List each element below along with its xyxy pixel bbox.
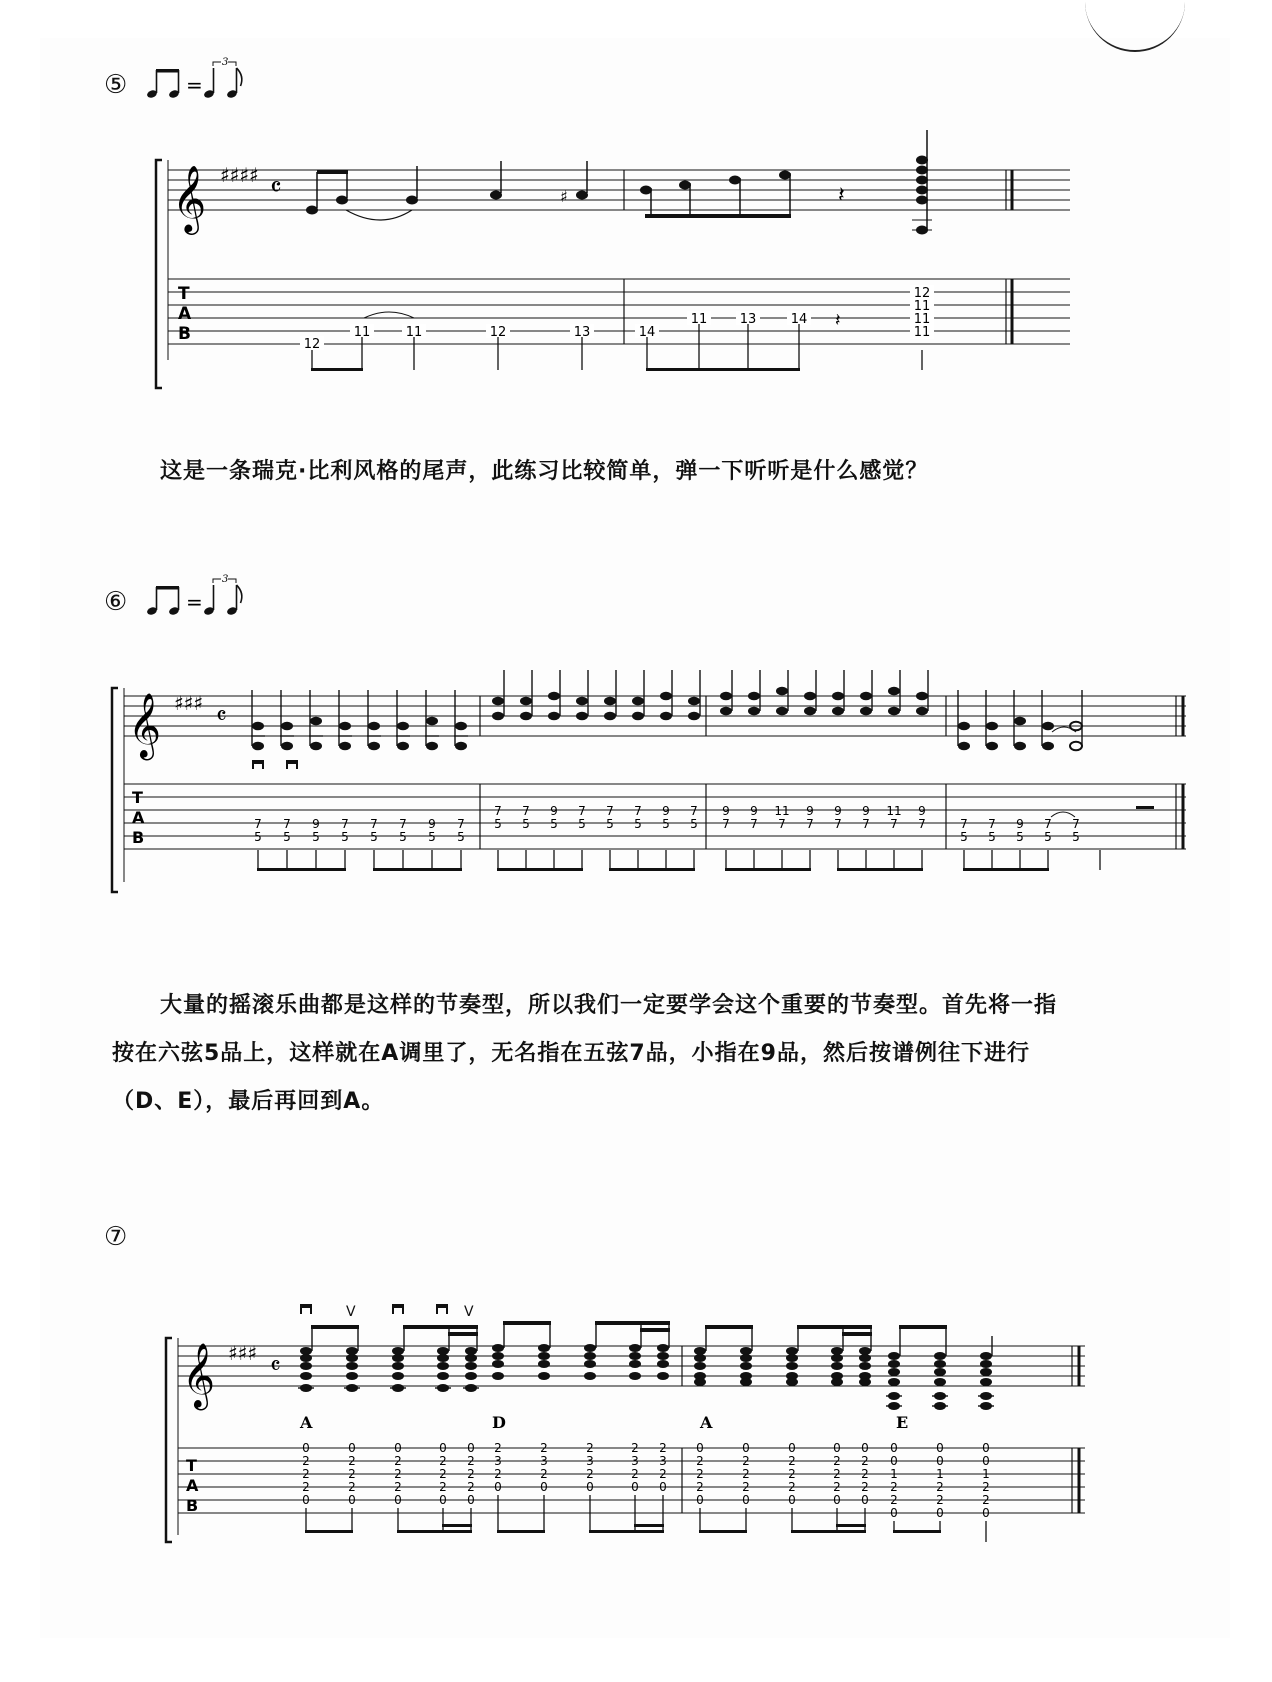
- svg-text:5: 5: [634, 817, 642, 831]
- exercise-6-score: [106, 670, 1196, 930]
- svg-text:11: 11: [913, 312, 931, 327]
- svg-text:7: 7: [778, 817, 786, 831]
- svg-text:7: 7: [806, 817, 814, 831]
- page-number-blur: [620, 1610, 700, 1630]
- svg-text:0: 0: [302, 1493, 310, 1507]
- svg-text:0: 0: [833, 1441, 841, 1455]
- svg-text:11: 11: [353, 325, 371, 340]
- svg-text:♯♯♯: ♯♯♯: [228, 1341, 258, 1365]
- svg-text:2: 2: [467, 1454, 475, 1468]
- svg-text:3: 3: [659, 1454, 667, 1468]
- svg-text:2: 2: [439, 1454, 447, 1468]
- svg-text:5: 5: [960, 830, 968, 844]
- svg-text:2: 2: [861, 1467, 869, 1481]
- svg-text:V: V: [346, 1304, 356, 1320]
- svg-text:7: 7: [750, 817, 758, 831]
- svg-text:2: 2: [833, 1467, 841, 1481]
- svg-text:2: 2: [302, 1454, 310, 1468]
- svg-text:3: 3: [540, 1454, 548, 1468]
- svg-text:0: 0: [348, 1493, 356, 1507]
- svg-text:2: 2: [394, 1454, 402, 1468]
- svg-text:0: 0: [302, 1441, 310, 1455]
- svg-text:2: 2: [861, 1454, 869, 1468]
- svg-text:11: 11: [774, 804, 790, 818]
- swing-rhythm-icon: [146, 573, 266, 623]
- svg-text:5: 5: [522, 817, 530, 831]
- svg-text:2: 2: [394, 1480, 402, 1494]
- svg-text:𝄽: 𝄽: [838, 183, 845, 208]
- svg-text:𝄞: 𝄞: [172, 164, 207, 232]
- svg-text:2: 2: [394, 1467, 402, 1481]
- svg-text:0: 0: [982, 1441, 990, 1455]
- svg-text:T: T: [178, 284, 190, 304]
- svg-text:13: 13: [573, 325, 591, 340]
- svg-text:0: 0: [788, 1493, 796, 1507]
- svg-text:2: 2: [861, 1480, 869, 1494]
- svg-text:0: 0: [439, 1493, 447, 1507]
- svg-text:5: 5: [690, 817, 698, 831]
- svg-text:2: 2: [742, 1467, 750, 1481]
- exercise-7-score: [160, 1290, 1100, 1570]
- svg-text:𝄞: 𝄞: [128, 693, 162, 758]
- svg-text:5: 5: [341, 830, 349, 844]
- svg-text:2: 2: [742, 1454, 750, 1468]
- svg-text:2: 2: [540, 1467, 548, 1481]
- svg-text:5: 5: [1072, 830, 1080, 844]
- svg-text:1: 1: [936, 1467, 944, 1481]
- svg-text:0: 0: [394, 1493, 402, 1507]
- svg-text:1: 1: [982, 1467, 990, 1481]
- svg-text:♯♯♯♯: ♯♯♯♯: [220, 163, 259, 187]
- swing-marking: [146, 56, 266, 110]
- svg-text:T: T: [186, 1456, 197, 1475]
- exercise-7-header: [104, 1222, 127, 1252]
- exercise-6-explanation: [112, 982, 1192, 1126]
- svg-text:0: 0: [659, 1480, 667, 1494]
- exercise-number: ⑦: [104, 1222, 128, 1252]
- svg-text:2: 2: [659, 1441, 667, 1455]
- svg-text:0: 0: [861, 1493, 869, 1507]
- svg-text:𝄽: 𝄽: [835, 310, 841, 331]
- svg-text:11: 11: [405, 325, 423, 340]
- svg-text:11: 11: [913, 299, 931, 314]
- svg-text:7: 7: [862, 817, 870, 831]
- svg-text:9: 9: [918, 804, 926, 818]
- svg-text:7: 7: [722, 817, 730, 831]
- svg-text:2: 2: [696, 1467, 704, 1481]
- svg-text:9: 9: [750, 804, 758, 818]
- svg-text:=: =: [186, 73, 203, 97]
- svg-text:2: 2: [631, 1441, 639, 1455]
- svg-text:7: 7: [578, 804, 586, 818]
- svg-text:3: 3: [586, 1454, 594, 1468]
- svg-text:9: 9: [662, 804, 670, 818]
- svg-text:0: 0: [348, 1441, 356, 1455]
- svg-text:2: 2: [696, 1480, 704, 1494]
- svg-text:0: 0: [861, 1441, 869, 1455]
- svg-text:0: 0: [467, 1493, 475, 1507]
- svg-text:9: 9: [312, 817, 320, 831]
- svg-text:V: V: [464, 1304, 474, 1320]
- svg-text:𝄴: 𝄴: [216, 702, 227, 730]
- svg-text:0: 0: [696, 1493, 704, 1507]
- exercise-number: ⑤: [104, 70, 128, 100]
- svg-text:7: 7: [960, 817, 968, 831]
- svg-text:14: 14: [638, 325, 656, 340]
- svg-text:7: 7: [341, 817, 349, 831]
- svg-text:0: 0: [982, 1454, 990, 1468]
- svg-text:2: 2: [348, 1467, 356, 1481]
- svg-text:5: 5: [988, 830, 996, 844]
- exercise-5-score: [150, 130, 1080, 400]
- svg-text:2: 2: [742, 1480, 750, 1494]
- svg-text:0: 0: [586, 1480, 594, 1494]
- svg-text:9: 9: [722, 804, 730, 818]
- svg-text:5: 5: [550, 817, 558, 831]
- svg-text:5: 5: [1044, 830, 1052, 844]
- svg-text:2: 2: [586, 1441, 594, 1455]
- svg-text:9: 9: [834, 804, 842, 818]
- svg-text:0: 0: [936, 1441, 944, 1455]
- svg-text:B: B: [178, 324, 191, 344]
- svg-text:D: D: [492, 1413, 506, 1432]
- svg-text:2: 2: [788, 1454, 796, 1468]
- svg-text:0: 0: [982, 1506, 990, 1520]
- svg-text:7: 7: [634, 804, 642, 818]
- svg-text:B: B: [186, 1496, 199, 1515]
- svg-text:0: 0: [788, 1441, 796, 1455]
- svg-text:𝄴: 𝄴: [270, 173, 282, 203]
- svg-text:2: 2: [494, 1467, 502, 1481]
- svg-text:0: 0: [540, 1480, 548, 1494]
- svg-text:7: 7: [1044, 817, 1052, 831]
- svg-text:7: 7: [918, 817, 926, 831]
- svg-text:5: 5: [1016, 830, 1024, 844]
- svg-text:0: 0: [696, 1441, 704, 1455]
- svg-text:9: 9: [1016, 817, 1024, 831]
- svg-text:5: 5: [606, 817, 614, 831]
- swing-rhythm-icon: [146, 56, 266, 106]
- exercise-5-header: [104, 70, 127, 100]
- svg-text:2: 2: [302, 1467, 310, 1481]
- svg-text:0: 0: [439, 1441, 447, 1455]
- svg-text:2: 2: [982, 1480, 990, 1494]
- svg-text:2: 2: [439, 1480, 447, 1494]
- svg-text:0: 0: [890, 1454, 898, 1468]
- svg-text:2: 2: [631, 1467, 639, 1481]
- svg-text:𝄴: 𝄴: [270, 1352, 281, 1380]
- e-chord-tab: [890, 1441, 990, 1520]
- svg-text:0: 0: [890, 1506, 898, 1520]
- svg-text:5: 5: [254, 830, 262, 844]
- svg-text:11: 11: [886, 804, 902, 818]
- svg-text:7: 7: [254, 817, 262, 831]
- exercise-6-header: [104, 587, 127, 617]
- svg-text:2: 2: [540, 1441, 548, 1455]
- svg-text:2: 2: [833, 1454, 841, 1468]
- paragraph-line: （D、E），最后再回到A。: [112, 1089, 385, 1114]
- svg-text:2: 2: [348, 1454, 356, 1468]
- svg-text:2: 2: [348, 1480, 356, 1494]
- svg-text:7: 7: [370, 817, 378, 831]
- svg-text:7: 7: [522, 804, 530, 818]
- svg-text:=: =: [186, 590, 203, 614]
- svg-text:9: 9: [806, 804, 814, 818]
- svg-text:5: 5: [494, 817, 502, 831]
- svg-text:0: 0: [833, 1493, 841, 1507]
- svg-text:A: A: [132, 808, 145, 827]
- svg-text:7: 7: [988, 817, 996, 831]
- svg-text:♯: ♯: [560, 187, 568, 206]
- svg-text:2: 2: [936, 1493, 944, 1507]
- exercise-number: ⑥: [104, 587, 128, 617]
- svg-text:B: B: [132, 828, 145, 847]
- svg-text:5: 5: [370, 830, 378, 844]
- svg-text:5: 5: [457, 830, 465, 844]
- svg-text:A: A: [300, 1413, 313, 1432]
- svg-text:𝄞: 𝄞: [182, 1343, 216, 1408]
- svg-text:7: 7: [890, 817, 898, 831]
- svg-text:0: 0: [467, 1441, 475, 1455]
- svg-text:3: 3: [222, 57, 229, 68]
- svg-text:2: 2: [659, 1467, 667, 1481]
- svg-text:11: 11: [913, 325, 931, 340]
- svg-text:2: 2: [696, 1454, 704, 1468]
- svg-text:A: A: [700, 1413, 713, 1432]
- svg-text:A: A: [178, 304, 192, 324]
- svg-text:2: 2: [788, 1467, 796, 1481]
- svg-text:7: 7: [399, 817, 407, 831]
- svg-text:2: 2: [890, 1480, 898, 1494]
- svg-text:A: A: [186, 1476, 199, 1495]
- pick-marks: [252, 760, 298, 769]
- svg-text:0: 0: [494, 1480, 502, 1494]
- svg-text:3: 3: [631, 1454, 639, 1468]
- svg-text:9: 9: [428, 817, 436, 831]
- svg-text:5: 5: [312, 830, 320, 844]
- svg-text:7: 7: [494, 804, 502, 818]
- svg-text:9: 9: [862, 804, 870, 818]
- swing-marking: [146, 573, 266, 627]
- paragraph-line: 大量的摇滚乐曲都是这样的节奏型，所以我们一定要学会这个重要的节奏型。首先将一指: [160, 993, 1058, 1018]
- svg-text:2: 2: [890, 1493, 898, 1507]
- svg-text:0: 0: [742, 1441, 750, 1455]
- svg-text:2: 2: [467, 1467, 475, 1481]
- svg-text:13: 13: [739, 312, 757, 327]
- svg-text:7: 7: [690, 804, 698, 818]
- svg-text:5: 5: [578, 817, 586, 831]
- paragraph-line: 按在六弦5品上，这样就在A调里了，无名指在五弦7品，小指在9品，然后按谱例往下进行: [112, 1041, 1030, 1066]
- svg-text:2: 2: [936, 1480, 944, 1494]
- svg-text:12: 12: [913, 286, 931, 301]
- svg-text:5: 5: [428, 830, 436, 844]
- d-chord-tab: [494, 1441, 667, 1494]
- exercise-5-caption: 这是一条瑞克·比利风格的尾声，此练习比较简单，弹一下听听是什么感觉？: [160, 459, 929, 484]
- svg-text:T: T: [132, 788, 143, 807]
- svg-text:7: 7: [834, 817, 842, 831]
- svg-text:1: 1: [890, 1467, 898, 1481]
- svg-text:♯♯♯: ♯♯♯: [174, 691, 204, 715]
- svg-text:2: 2: [494, 1441, 502, 1455]
- svg-text:11: 11: [690, 312, 708, 327]
- svg-text:12: 12: [303, 337, 321, 352]
- svg-text:3: 3: [494, 1454, 502, 1468]
- svg-text:0: 0: [742, 1493, 750, 1507]
- svg-text:E: E: [896, 1413, 909, 1432]
- svg-text:0: 0: [936, 1454, 944, 1468]
- svg-text:5: 5: [399, 830, 407, 844]
- svg-text:2: 2: [982, 1493, 990, 1507]
- svg-text:2: 2: [788, 1480, 796, 1494]
- svg-text:7: 7: [1072, 817, 1080, 831]
- svg-text:2: 2: [586, 1467, 594, 1481]
- svg-text:2: 2: [302, 1480, 310, 1494]
- svg-text:14: 14: [790, 312, 808, 327]
- svg-text:0: 0: [936, 1506, 944, 1520]
- svg-text:5: 5: [283, 830, 291, 844]
- svg-text:2: 2: [833, 1480, 841, 1494]
- svg-text:2: 2: [439, 1467, 447, 1481]
- svg-text:5: 5: [662, 817, 670, 831]
- svg-text:0: 0: [890, 1441, 898, 1455]
- svg-text:0: 0: [394, 1441, 402, 1455]
- svg-text:9: 9: [550, 804, 558, 818]
- svg-text:12: 12: [489, 325, 507, 340]
- svg-text:7: 7: [606, 804, 614, 818]
- svg-text:7: 7: [457, 817, 465, 831]
- svg-text:2: 2: [467, 1480, 475, 1494]
- svg-text:0: 0: [631, 1480, 639, 1494]
- svg-text:3: 3: [222, 574, 229, 585]
- svg-text:7: 7: [283, 817, 291, 831]
